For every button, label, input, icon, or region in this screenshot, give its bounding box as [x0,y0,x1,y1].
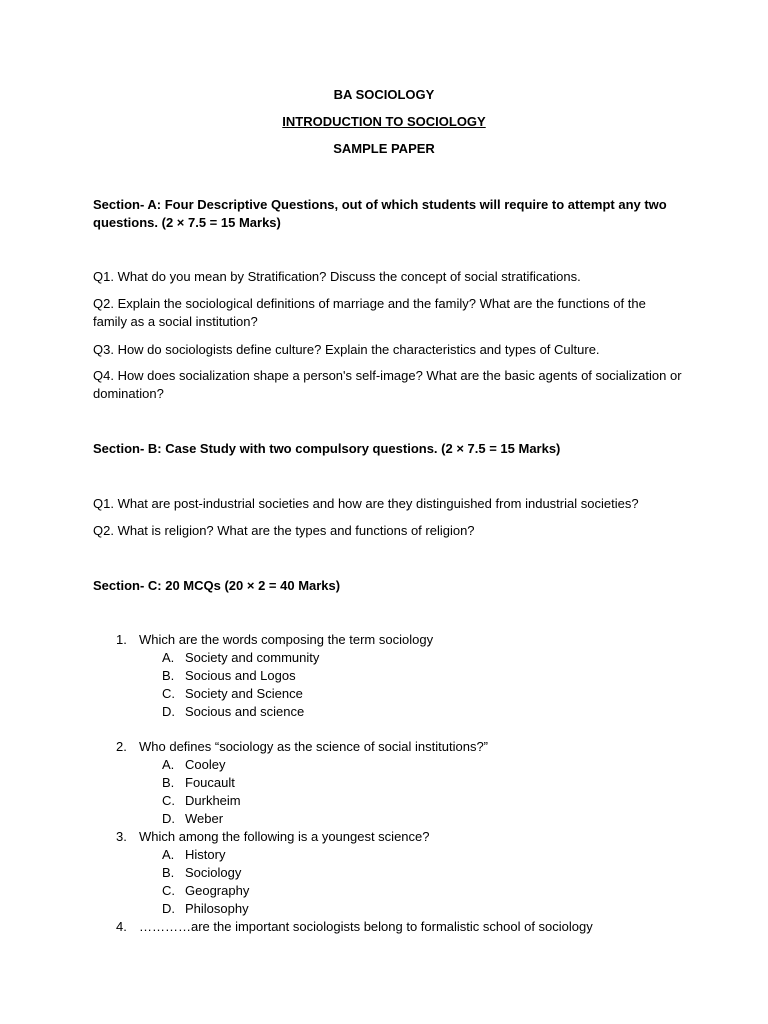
mcq-option [116,846,676,864]
section-c-heading: Section- C: 20 MCQs (20 × 2 = 40 Marks) [93,578,341,593]
mcq-option [116,756,676,774]
option-text: Durkheim [185,793,241,808]
option-text: Sociology [185,865,242,880]
mcq-item [116,738,676,828]
paper-header [0,86,768,167]
mcq-option [116,685,676,703]
mcq-option [116,810,676,828]
option-text: Weber [185,811,224,826]
section-b-heading: Section- B: Case Study with two compulsory questions. (2 × 7.5 = 15 Marks) [93,441,561,456]
option-text: Foucault [185,775,235,790]
option-letter: A. [162,847,175,862]
option-text: Cooley [185,757,226,772]
mcq-stem: Which among the following is a youngest science? [139,829,430,844]
section-a-heading: Section- A: Four Descriptive Questions, out of which students will require to attempt any two questions. (2 × 7.5 = 15 Marks) [93,197,667,230]
mcq-item [116,631,676,721]
program-title: BA SOCIOLOGY [333,87,435,102]
option-text: History [185,847,226,862]
option-letter: C. [162,883,175,898]
section-b-question-2: Q2. What is religion? What are the types and functions of religion? [93,523,475,538]
mcq-number: 2. [116,739,127,754]
mcq-stem: Who defines “sociology as the science of social institutions?” [139,739,489,754]
section-b-question-1: Q1. What are post-industrial societies and how are they distinguished from industrial societies? [93,496,639,511]
mcq-number: 1. [116,632,127,647]
mcq-option [116,882,676,900]
option-text: Socious and Logos [185,668,296,683]
mcq-item [116,918,676,936]
mcq-item [116,828,676,918]
option-letter: D. [162,901,175,916]
mcq-number: 4. [116,919,127,934]
option-letter: A. [162,650,175,665]
mcq-list [116,631,676,936]
mcq-option [116,792,676,810]
option-text: Society and Science [185,686,303,701]
mcq-number: 3. [116,829,127,844]
paper-type: SAMPLE PAPER [333,141,435,156]
option-text: Geography [185,883,250,898]
section-a-question-1: Q1. What do you mean by Stratification? Discuss the concept of social stratifications. [93,269,581,284]
course-title: INTRODUCTION TO SOCIOLOGY [282,114,486,129]
option-letter: B. [162,668,175,683]
option-letter: B. [162,775,175,790]
option-letter: D. [162,704,175,719]
section-a-question-4: Q4. How does socialization shape a person's self-image? What are the basic agents of socialization or domination? [93,368,682,401]
mcq-option [116,649,676,667]
mcq-option [116,774,676,792]
option-text: Socious and science [185,704,305,719]
option-letter: A. [162,757,175,772]
mcq-option [116,703,676,721]
mcq-option [116,864,676,882]
mcq-option [116,667,676,685]
option-text: Philosophy [185,901,249,916]
section-a-question-3: Q3. How do sociologists define culture? Explain the characteristics and types of Culture. [93,342,600,357]
mcq-stem: …………are the important sociologists belong to formalistic school of sociology [139,919,593,934]
option-text: Society and community [185,650,320,665]
option-letter: C. [162,686,175,701]
option-letter: C. [162,793,175,808]
section-a-question-2: Q2. Explain the sociological definitions of marriage and the family? What are the functions of the family as a social institution? [93,296,646,329]
mcq-option [116,900,676,918]
option-letter: D. [162,811,175,826]
mcq-stem: Which are the words composing the term sociology [139,632,434,647]
option-letter: B. [162,865,175,880]
